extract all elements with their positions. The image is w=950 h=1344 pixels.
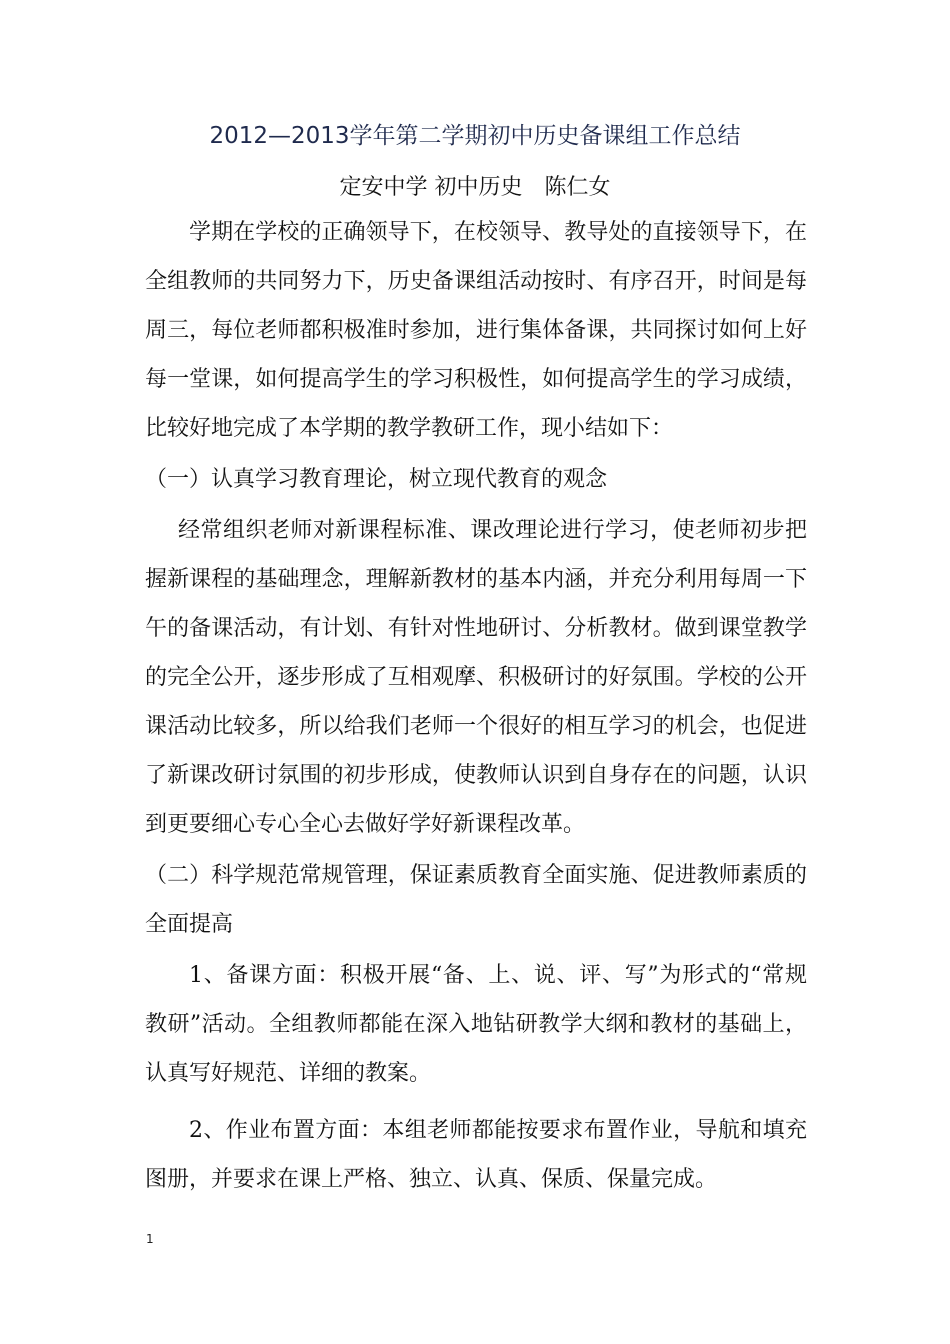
item-paragraph-2: 2、作业布置方面：本组老师都能按要求布置作业，导航和填充图册，并要求在课上严格、独立、认真、保质、保量完成。 [145, 1118, 807, 1192]
document-body [145, 208, 807, 1204]
author-line: 定安中学 初中历史 陈仁女 [339, 175, 611, 200]
document-title: 2012—2013学年第二学期初中历史备课组工作总结 [209, 123, 741, 149]
section-heading-1: （一）认真学习教育理论，树立现代教育的观念 [145, 467, 608, 492]
section-1-paragraph: 经常组织老师对新课程标准、课改理论进行学习，使老师初步把握新课程的基础理念，理解新教材的基本内涵，并充分利用每周一下午的备课活动，有计划、有针对性地研讨、分析教材。做到课堂教学的完全公开，逐步形成了互相观摩、积极研讨的好氛围。学校的公开课活动比较多，所以给我们老师一个很好的相互学习的机会，也促进了新课改研讨氛围的初步形成，使教师认识到自身存在的问题，认识到更要细心专心全心去做好学好新课程改革。 [145, 518, 807, 837]
intro-paragraph: 学期在学校的正确领导下，在校领导、教导处的直接领导下，在全组教师的共同努力下，历史备课组活动按时、有序召开，时间是每周三，每位老师都积极准时参加，进行集体备课，共同探讨如何上好每一堂课，如何提高学生的学习积极性，如何提高学生的学习成绩，比较好地完成了本学期的教学教研工作，现小结如下： [145, 220, 807, 441]
page-number: 1 [146, 1232, 154, 1246]
item-paragraph-1: 1、备课方面：积极开展“备、上、说、评、写”为形式的“常规教研”活动。全组教师都能在深入地钻研教学大纲和教材的基础上，认真写好规范、详细的教案。 [145, 963, 807, 1086]
section-heading-2: （二）科学规范常规管理，保证素质教育全面实施、促进教师素质的全面提高 [145, 863, 807, 937]
